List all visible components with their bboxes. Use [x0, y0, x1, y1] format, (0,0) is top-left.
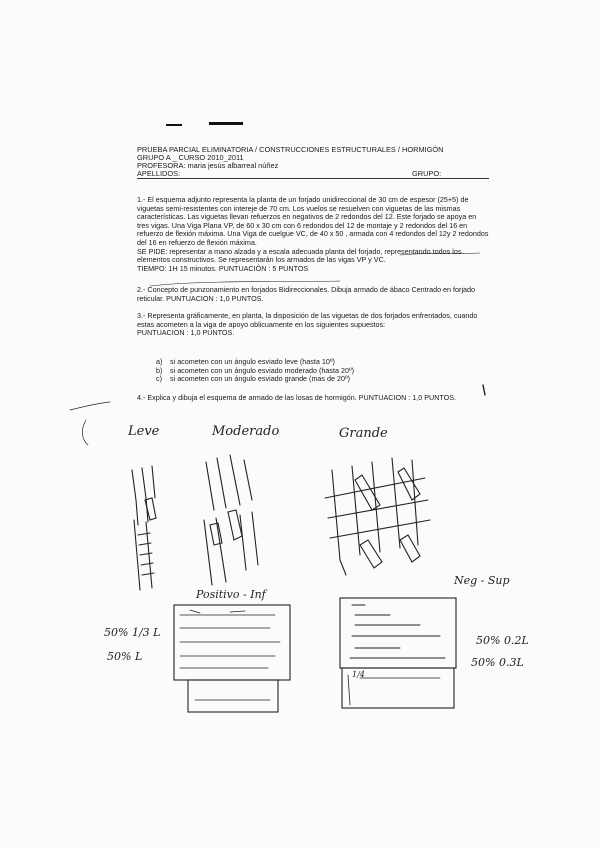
question-3-points: PUNTUACION : 1,0 PUNTOS.	[137, 328, 235, 338]
label-positivo: Positivo - Inf	[196, 588, 266, 601]
question-3-text: 3.- Representa gráficamente, en planta, la disposición de las viguetas de dos forjados enfrentados, cuando estas acometen a la viga de apoyo oblicuamente en los siguientes supuestos:	[137, 311, 478, 329]
label-grande: Grande	[339, 426, 388, 441]
option-a: a) si acometen con un ángulo esviado leve (hasta 10º)	[156, 357, 335, 366]
question-4-text: 4.- Explica y dibuja el esquema de armado de las losas de hormigón. PUNTUACION : 1,0 PUNTOS.	[137, 393, 457, 402]
note-left-1: 50% 1/3 L	[104, 626, 161, 639]
option-b: b) si acometen con un ángulo esviado moderado (hasta 20º)	[156, 365, 355, 375]
note-left-2: 50% L	[107, 650, 143, 663]
exam-title: PRUEBA PARCIAL ELIMINATORIA / CONSTRUCCIONES ESTRUCTURALES / HORMIGÓN	[137, 145, 444, 154]
group-course: GRUPO A _ CURSO 2010_2011	[137, 153, 244, 162]
label-neg-sup: Neg - Sup	[454, 574, 510, 587]
group-label: GRUPO:	[412, 169, 442, 178]
professor: PROFESORA: maria jesús albarreal núñez	[137, 161, 279, 170]
label-leve: Leve	[128, 424, 160, 439]
sketch-moderado	[204, 455, 258, 585]
surname-label: APELLIDOS:	[137, 169, 181, 178]
option-c: c) si acometen con un ángulo esviado grande (mas de 20º)	[156, 374, 351, 384]
note-right-2: 50% 0.3L	[471, 656, 524, 669]
label-moderado: Moderado	[212, 424, 280, 439]
sketch-leve	[132, 466, 156, 590]
note-right-1: 50% 0.2L	[476, 634, 529, 647]
label-small: 1/4	[352, 670, 365, 679]
sketch-neg-sup	[340, 598, 456, 708]
question-1-time: TIEMPO: 1H 15 minutos. PUNTUACIÓN : 5 PUNTOS	[137, 263, 309, 273]
sketch-grande	[325, 458, 430, 575]
question-1-text: 1.- El esquema adjunto representa la planta de un forjado unidireccional de 30 cm de espesor (25+5) de viguetas semi-resistentes con intereje de 70 cm. Los vuelos se resuelven con viguetas de las mismas características. Las viguetas llevan refuerzos en negativos de 2 redondos del 12. Este forjado se apoya en tres vigas. Una Viga Plana VP, de 60 x 30 cm con 6 redondos del 12 de montaje y 2 redondos del 16 en refuerzo de flexión máxima. Una Viga de cuelgue VC, de 40 x 50 , armada con 4 redondos del 12y 2 redondos del 16 en refuerzo de flexión máxima.	[137, 195, 489, 247]
question-2-text: 2.- Concepto de punzonamiento en forjados Bidireccionales. Dibuja armado de ábaco Centrado en forjado reticular. PUNTUACION : 1,0 PUNTOS.	[137, 285, 476, 303]
question-1-pide: SE PIDE: representar a mano alzada y a escala adecuada planta del forjado, representando todos los elementos constructivos. Se representarán los armados de las vigas VP y VC.	[137, 246, 462, 265]
sketch-positivo	[174, 605, 290, 712]
